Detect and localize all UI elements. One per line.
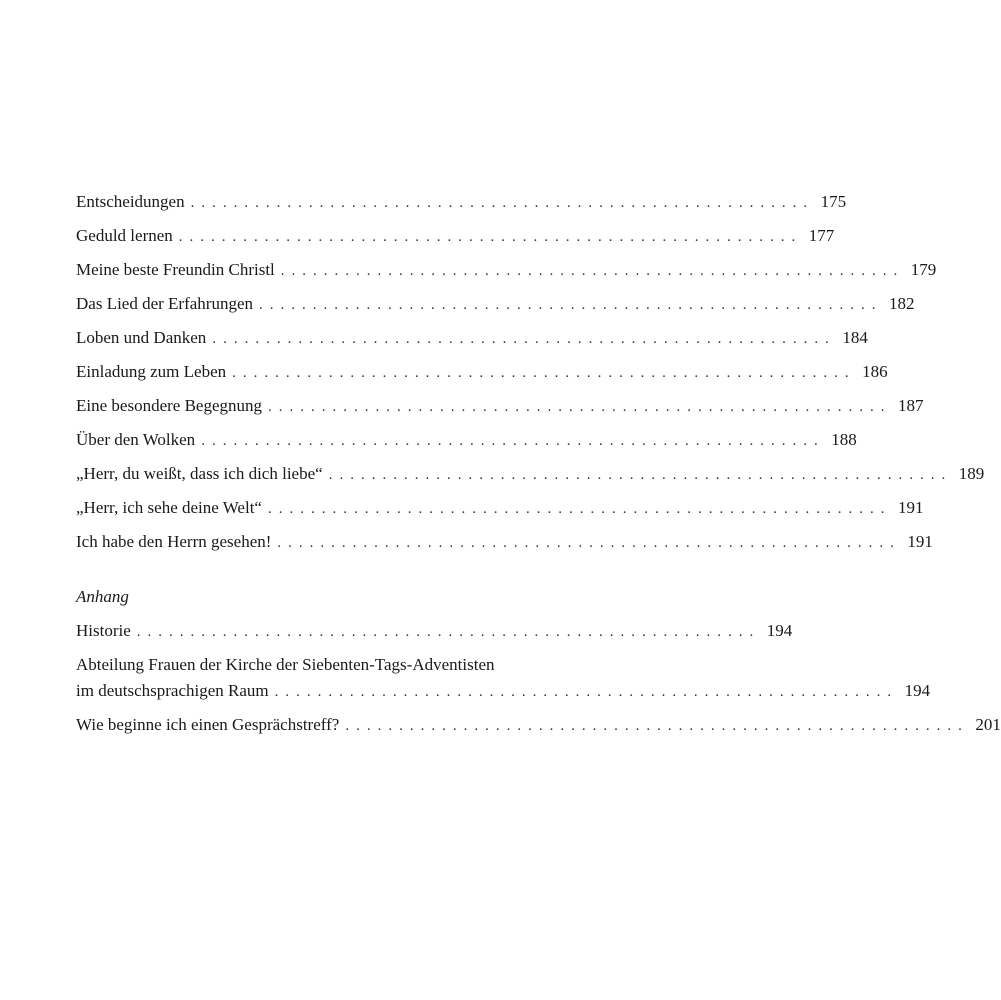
- toc-entry[interactable]: [76, 714, 1001, 748]
- toc-entry-page: 177: [808, 226, 835, 245]
- toc-entry[interactable]: [76, 191, 847, 225]
- toc-entry[interactable]: [76, 327, 868, 361]
- dot-leader: ..........................................................: [328, 467, 953, 483]
- toc-entry-title-line1: Abteilung Frauen der Kirche der Siebenten-Tags-Adventisten: [76, 655, 495, 674]
- toc-entry[interactable]: [76, 293, 915, 327]
- toc-entry-page: 175: [820, 192, 847, 211]
- dot-leader: ..........................................................: [259, 297, 883, 313]
- toc-entry-page: 188: [831, 430, 857, 449]
- dot-leader: ..........................................................: [212, 331, 836, 347]
- toc-entry-title: Meine beste Freundin Christl: [76, 260, 275, 279]
- toc-entry-title: „Herr, ich sehe deine Welt“: [76, 498, 262, 517]
- toc-entry-title: Wie beginne ich einen Gesprächstreff?: [76, 715, 340, 734]
- toc-entry-page: 179: [910, 260, 937, 279]
- toc-entry-title: Entscheidungen: [76, 192, 185, 211]
- dot-leader: ..........................................................: [268, 399, 892, 415]
- toc-entry-page: 194: [904, 681, 931, 700]
- dot-leader: ..........................................................: [232, 365, 856, 381]
- toc-entry[interactable]: [76, 259, 937, 293]
- toc-entry[interactable]: [76, 361, 888, 395]
- toc-entry-page: 187: [898, 396, 924, 415]
- toc-entry-title: „Herr, du weißt, dass ich dich liebe“: [76, 464, 323, 483]
- toc-entry[interactable]: [76, 463, 985, 497]
- toc-entry-page: 191: [897, 498, 924, 517]
- table-of-contents: [76, 191, 1001, 748]
- toc-entry-title: Einladung zum Leben: [76, 362, 227, 381]
- toc-entry-title: Über den Wolken: [76, 430, 196, 449]
- toc-entry-page: 201: [975, 715, 1001, 734]
- dot-leader: ..........................................................: [201, 433, 825, 449]
- toc-entry-title: Loben und Danken: [76, 328, 207, 347]
- toc-entry-page: 194: [766, 621, 793, 640]
- toc-entry-title: Historie: [76, 621, 131, 640]
- toc-entry[interactable]: [76, 395, 924, 429]
- dot-leader: ..........................................................: [274, 684, 899, 700]
- toc-entry-page: 182: [889, 294, 915, 313]
- toc-entry-title: Eine besondere Begegnung: [76, 396, 262, 415]
- dot-leader: ..........................................................: [345, 718, 969, 734]
- dot-leader: ..........................................................: [277, 535, 901, 551]
- toc-entry[interactable]: [76, 620, 793, 654]
- dot-leader: ..........................................................: [280, 263, 905, 279]
- toc-entry-page: 186: [862, 362, 888, 381]
- toc-entry-page: 184: [842, 328, 868, 347]
- toc-entry[interactable]: [76, 654, 931, 714]
- dot-leader: ..........................................................: [267, 501, 892, 517]
- toc-entry-title: Ich habe den Herrn gesehen!: [76, 532, 272, 551]
- toc-entry[interactable]: [76, 429, 857, 463]
- dot-leader: ..........................................................: [178, 229, 803, 245]
- dot-leader: ..........................................................: [136, 624, 761, 640]
- toc-entry[interactable]: [76, 497, 924, 531]
- appendix-heading: Anhang: [76, 587, 129, 606]
- toc-entry-title: Das Lied der Erfahrungen: [76, 294, 254, 313]
- toc-entry[interactable]: [76, 225, 835, 259]
- toc-entry-title: Geduld lernen: [76, 226, 173, 245]
- dot-leader: ..........................................................: [190, 195, 815, 211]
- toc-entry-page: 191: [907, 532, 933, 551]
- toc-entry-title-line2: im deutschsprachigen Raum: [76, 681, 269, 700]
- toc-entry-page: 189: [958, 464, 985, 483]
- toc-entry[interactable]: [76, 531, 933, 565]
